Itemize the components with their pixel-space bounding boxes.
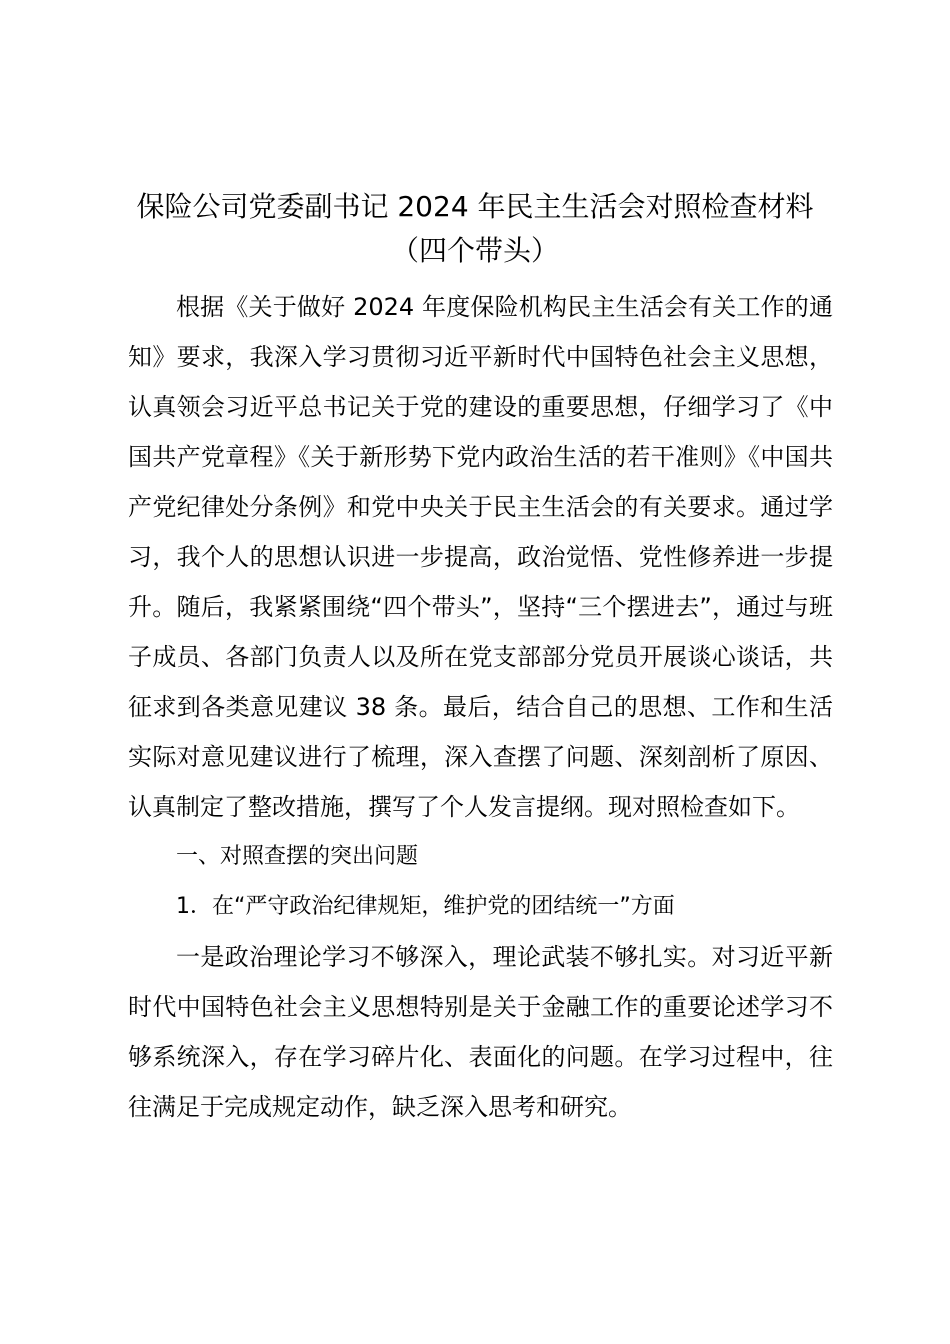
title-line-2: （四个带头） [390,234,559,267]
title-line-1: 保险公司党委副书记 2024 年民主生活会对照检查材料 [136,190,814,223]
subsection-heading: 1．在“严守政治纪律规矩，维护党的团结统一”方面 [176,894,675,919]
document-body [128,282,833,1132]
document-title [100,185,850,273]
section-heading: 一、对照查摆的突出问题 [176,844,419,869]
point-paragraph: 一是政治理论学习不够深入，理论武装不够扎实。对习近平新时代中国特色社会主义思想特别是关于金融工作的重要论述学习不够系统深入，存在学习碎片化、表面化的问题。在学习过程中，往往满足于完成规定动作，缺乏深入思考和研究。 [128,943,833,1121]
intro-paragraph: 根据《关于做好 2024 年度保险机构民主生活会有关工作的通知》要求，我深入学习贯彻习近平新时代中国特色社会主义思想，认真领会习近平总书记关于党的建设的重要思想，仔细学习了《中国共产党章程》《关于新形势下党内政治生活的若干准则》《中国共产党纪律处分条例》和党中央关于民主生活会的有关要求。通过学习，我个人的思想认识进一步提高，政治觉悟、党性修养进一步提升。随后，我紧紧围绕“四个带头”，坚持“三个摆进去”，通过与班子成员、各部门负责人以及所在党支部部分党员开展谈心谈话，共征求到各类意见建议 38 条。最后，结合自己的思想、工作和生活实际对意见建议进行了梳理，深入查摆了问题、深刻剖析了原因、认真制定了整改措施，撰写了个人发言提纲。现对照检查如下。 [128,293,833,821]
